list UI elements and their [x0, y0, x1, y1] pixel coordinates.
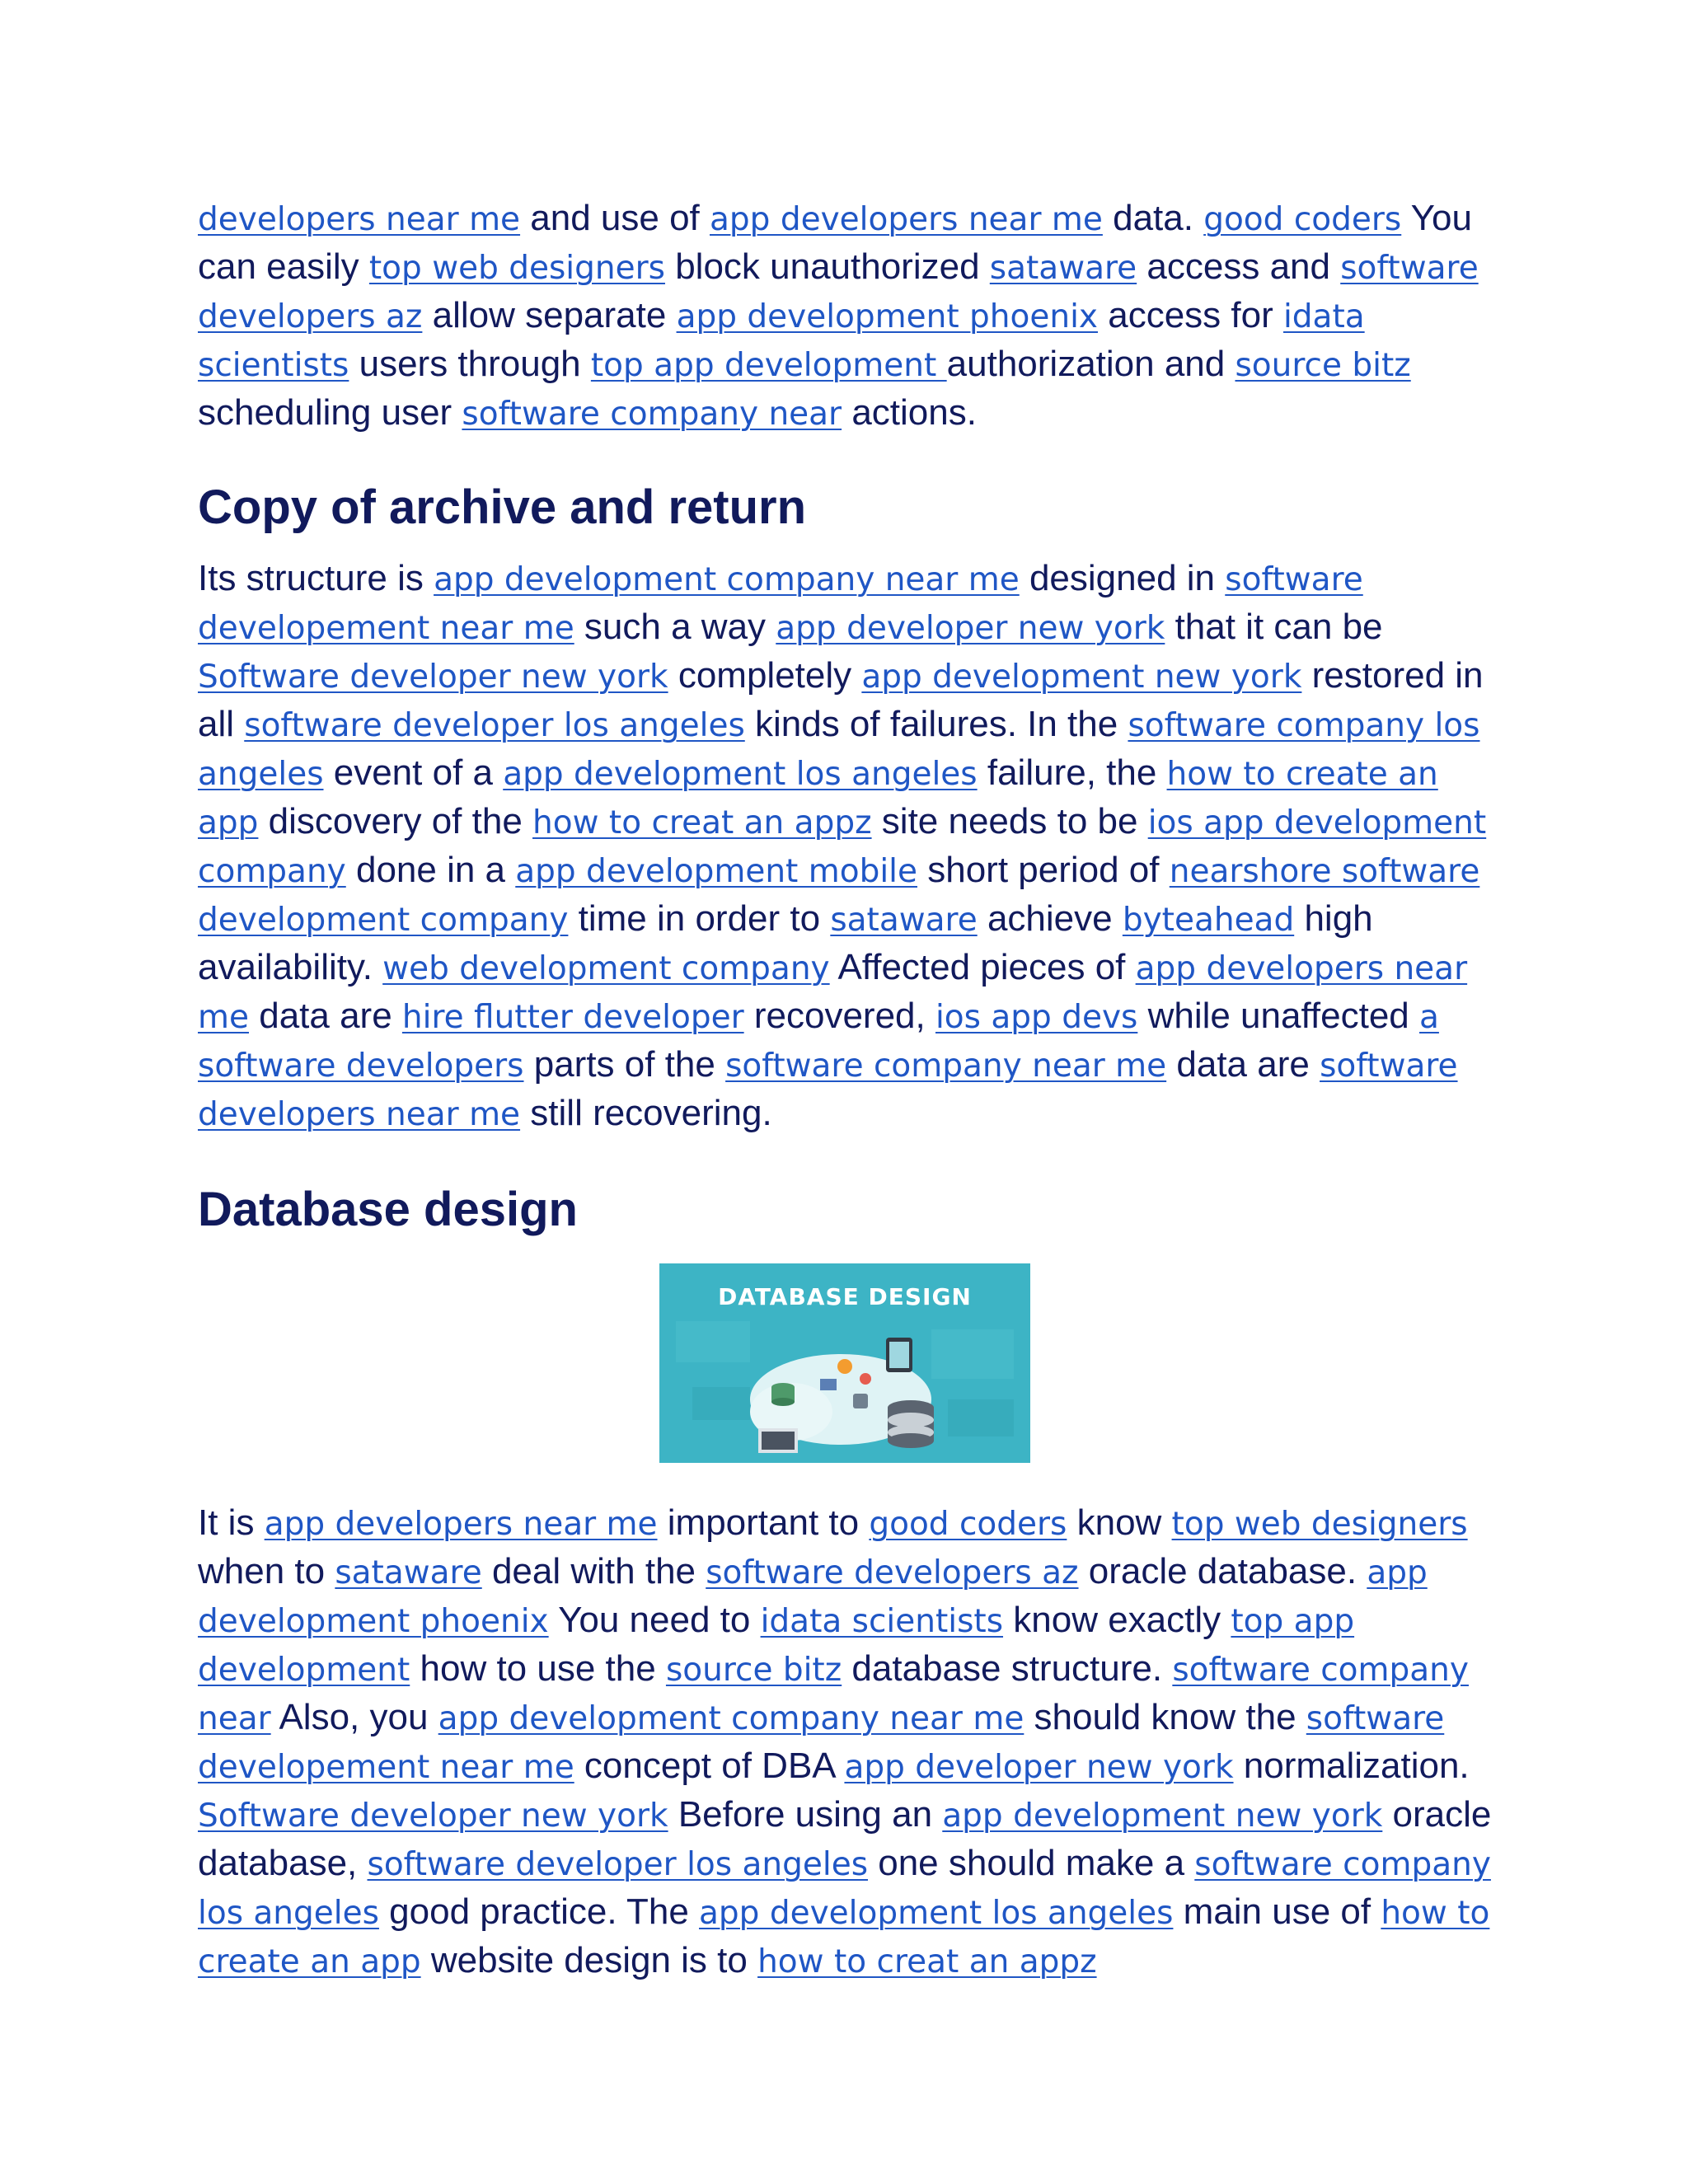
- inline-link[interactable]: software company los angeles: [198, 707, 1480, 793]
- image-caption-text: DATABASE DESIGN: [718, 1283, 972, 1310]
- inline-link[interactable]: app developers near me: [198, 950, 1468, 1036]
- paragraph-archive: [198, 555, 1492, 1138]
- inline-link[interactable]: source bitz: [665, 1652, 842, 1689]
- inline-link[interactable]: software company near: [198, 1652, 1469, 1737]
- body-text: when to: [198, 1551, 335, 1591]
- inline-link[interactable]: developers near me: [198, 201, 521, 238]
- inline-link[interactable]: good coders: [1203, 201, 1402, 238]
- inline-link[interactable]: ios app devs: [935, 999, 1138, 1036]
- database-design-image: [659, 1263, 1030, 1463]
- body-text: site needs to be: [871, 801, 1148, 841]
- inline-link[interactable]: ios app development company: [198, 804, 1487, 890]
- inline-link[interactable]: byteahead: [1122, 902, 1295, 939]
- body-text: parts of the: [523, 1044, 726, 1085]
- paragraph-intro: [198, 194, 1492, 438]
- inline-link[interactable]: software developers near me: [198, 1047, 1458, 1133]
- body-text: while unaffected: [1137, 996, 1419, 1036]
- body-text: failure, the: [977, 752, 1167, 793]
- inline-link[interactable]: hire flutter developer: [401, 999, 744, 1036]
- body-text: scheduling user: [198, 392, 462, 433]
- inline-link[interactable]: how to create an app: [198, 756, 1438, 841]
- body-text: high availability.: [198, 898, 1373, 987]
- body-text: access and: [1137, 246, 1341, 287]
- body-text: data are: [1166, 1044, 1320, 1085]
- inline-link[interactable]: Software developer new york: [198, 658, 668, 696]
- inline-link[interactable]: sataware: [830, 902, 978, 939]
- inline-link[interactable]: app developers near me: [710, 201, 1103, 238]
- body-text: You need to: [548, 1600, 761, 1640]
- inline-link[interactable]: top web designers: [1171, 1506, 1468, 1543]
- body-text: time in order to: [568, 898, 831, 939]
- inline-link[interactable]: app development phoenix: [676, 298, 1098, 335]
- body-text: It is: [198, 1502, 265, 1543]
- body-text: know: [1067, 1502, 1172, 1543]
- body-text: still recovering.: [520, 1093, 772, 1133]
- body-text: and use of: [520, 198, 710, 238]
- body-text: Also, you: [270, 1697, 438, 1737]
- body-text: access for: [1098, 295, 1283, 335]
- body-text: oracle database,: [198, 1794, 1492, 1883]
- inline-link[interactable]: app developers near me: [264, 1506, 658, 1543]
- body-text: oracle database.: [1078, 1551, 1367, 1591]
- body-text: Its structure is: [198, 558, 434, 598]
- inline-link[interactable]: how to create an app: [198, 1895, 1490, 1980]
- body-text: completely: [668, 655, 862, 696]
- inline-link[interactable]: software developement near me: [198, 1700, 1445, 1786]
- body-text: restored in all: [198, 655, 1484, 744]
- inline-link[interactable]: app developer new york: [844, 1749, 1234, 1786]
- inline-link[interactable]: software company near: [462, 396, 842, 433]
- inline-link[interactable]: sataware: [335, 1554, 482, 1591]
- body-text: deal with the: [481, 1551, 706, 1591]
- inline-link[interactable]: app development mobile: [515, 853, 917, 890]
- inline-link[interactable]: app development new york: [942, 1797, 1383, 1835]
- inline-link[interactable]: app development company near me: [434, 561, 1020, 598]
- body-text: achieve: [977, 898, 1123, 939]
- body-text: one should make a: [868, 1843, 1195, 1883]
- inline-link[interactable]: source bitz: [1235, 347, 1411, 384]
- inline-link[interactable]: a software developers: [198, 999, 1439, 1085]
- body-text: data are: [249, 996, 402, 1036]
- inline-link[interactable]: idata scientists: [198, 298, 1365, 384]
- body-text: normalization.: [1233, 1746, 1470, 1786]
- body-text: kinds of failures. In the: [744, 704, 1128, 744]
- inline-link[interactable]: top web designers: [368, 250, 665, 287]
- inline-link[interactable]: app development los angeles: [503, 756, 978, 793]
- inline-link[interactable]: top app development: [590, 347, 947, 384]
- inline-link[interactable]: software company los angeles: [198, 1846, 1491, 1932]
- body-text: recovered,: [743, 996, 935, 1036]
- body-text: data.: [1102, 198, 1204, 238]
- body-text: event of a: [323, 752, 504, 793]
- inline-link[interactable]: top app development: [198, 1603, 1355, 1689]
- inline-link[interactable]: web development company: [382, 950, 830, 987]
- inline-link[interactable]: idata scientists: [760, 1603, 1004, 1640]
- inline-link[interactable]: nearshore software development company: [198, 853, 1480, 939]
- heading-copy-of-archive: Copy of archive and return: [198, 480, 807, 534]
- body-text: important to: [657, 1502, 870, 1543]
- inline-link[interactable]: app developer new york: [776, 610, 1165, 647]
- inline-link[interactable]: good coders: [869, 1506, 1067, 1543]
- inline-link[interactable]: sataware: [989, 250, 1137, 287]
- inline-link[interactable]: app development company near me: [438, 1700, 1025, 1737]
- figure-container: [198, 1263, 1492, 1463]
- body-text: should know the: [1024, 1697, 1306, 1737]
- paragraph-database: [198, 1499, 1492, 1985]
- body-text: main use of: [1173, 1891, 1381, 1932]
- body-text: users through: [349, 344, 591, 384]
- body-text: website design is to: [420, 1940, 758, 1980]
- inline-link[interactable]: software developers az: [706, 1554, 1079, 1591]
- inline-link[interactable]: app development new york: [861, 658, 1302, 696]
- inline-link[interactable]: software developers az: [198, 250, 1479, 335]
- body-text: good practice. The: [378, 1891, 700, 1932]
- body-text: discovery of the: [258, 801, 533, 841]
- inline-link[interactable]: app development los angeles: [699, 1895, 1174, 1932]
- body-text: database structure.: [842, 1648, 1173, 1689]
- inline-link[interactable]: how to creat an appz: [757, 1943, 1097, 1980]
- body-text: authorization and: [946, 344, 1236, 384]
- body-text: such a way: [574, 607, 776, 647]
- body-text: block unauthorized: [664, 246, 990, 287]
- heading-database-design: Database design: [198, 1183, 578, 1236]
- body-text: You can easily: [198, 198, 1472, 287]
- body-text: know exactly: [1003, 1600, 1231, 1640]
- body-text: Affected pieces of: [829, 947, 1136, 987]
- inline-link[interactable]: Software developer new york: [198, 1797, 668, 1835]
- body-text: done in a: [345, 850, 516, 890]
- body-text: Before using an: [668, 1794, 943, 1835]
- inline-link[interactable]: how to creat an appz: [532, 804, 872, 841]
- body-text: designed in: [1019, 558, 1226, 598]
- inline-link[interactable]: software company near me: [725, 1047, 1167, 1085]
- body-text: that it can be: [1165, 607, 1383, 647]
- body-text: concept of DBA: [574, 1746, 845, 1786]
- body-text: allow separate: [422, 295, 677, 335]
- body-text: how to use the: [410, 1648, 666, 1689]
- document-page: [198, 194, 1492, 1985]
- inline-link[interactable]: software developer los angeles: [367, 1846, 869, 1883]
- inline-link[interactable]: app development phoenix: [198, 1554, 1428, 1640]
- body-text: short period of: [917, 850, 1170, 890]
- inline-link[interactable]: software developement near me: [198, 561, 1363, 647]
- body-text: actions.: [842, 392, 977, 433]
- inline-link[interactable]: software developer los angeles: [244, 707, 745, 744]
